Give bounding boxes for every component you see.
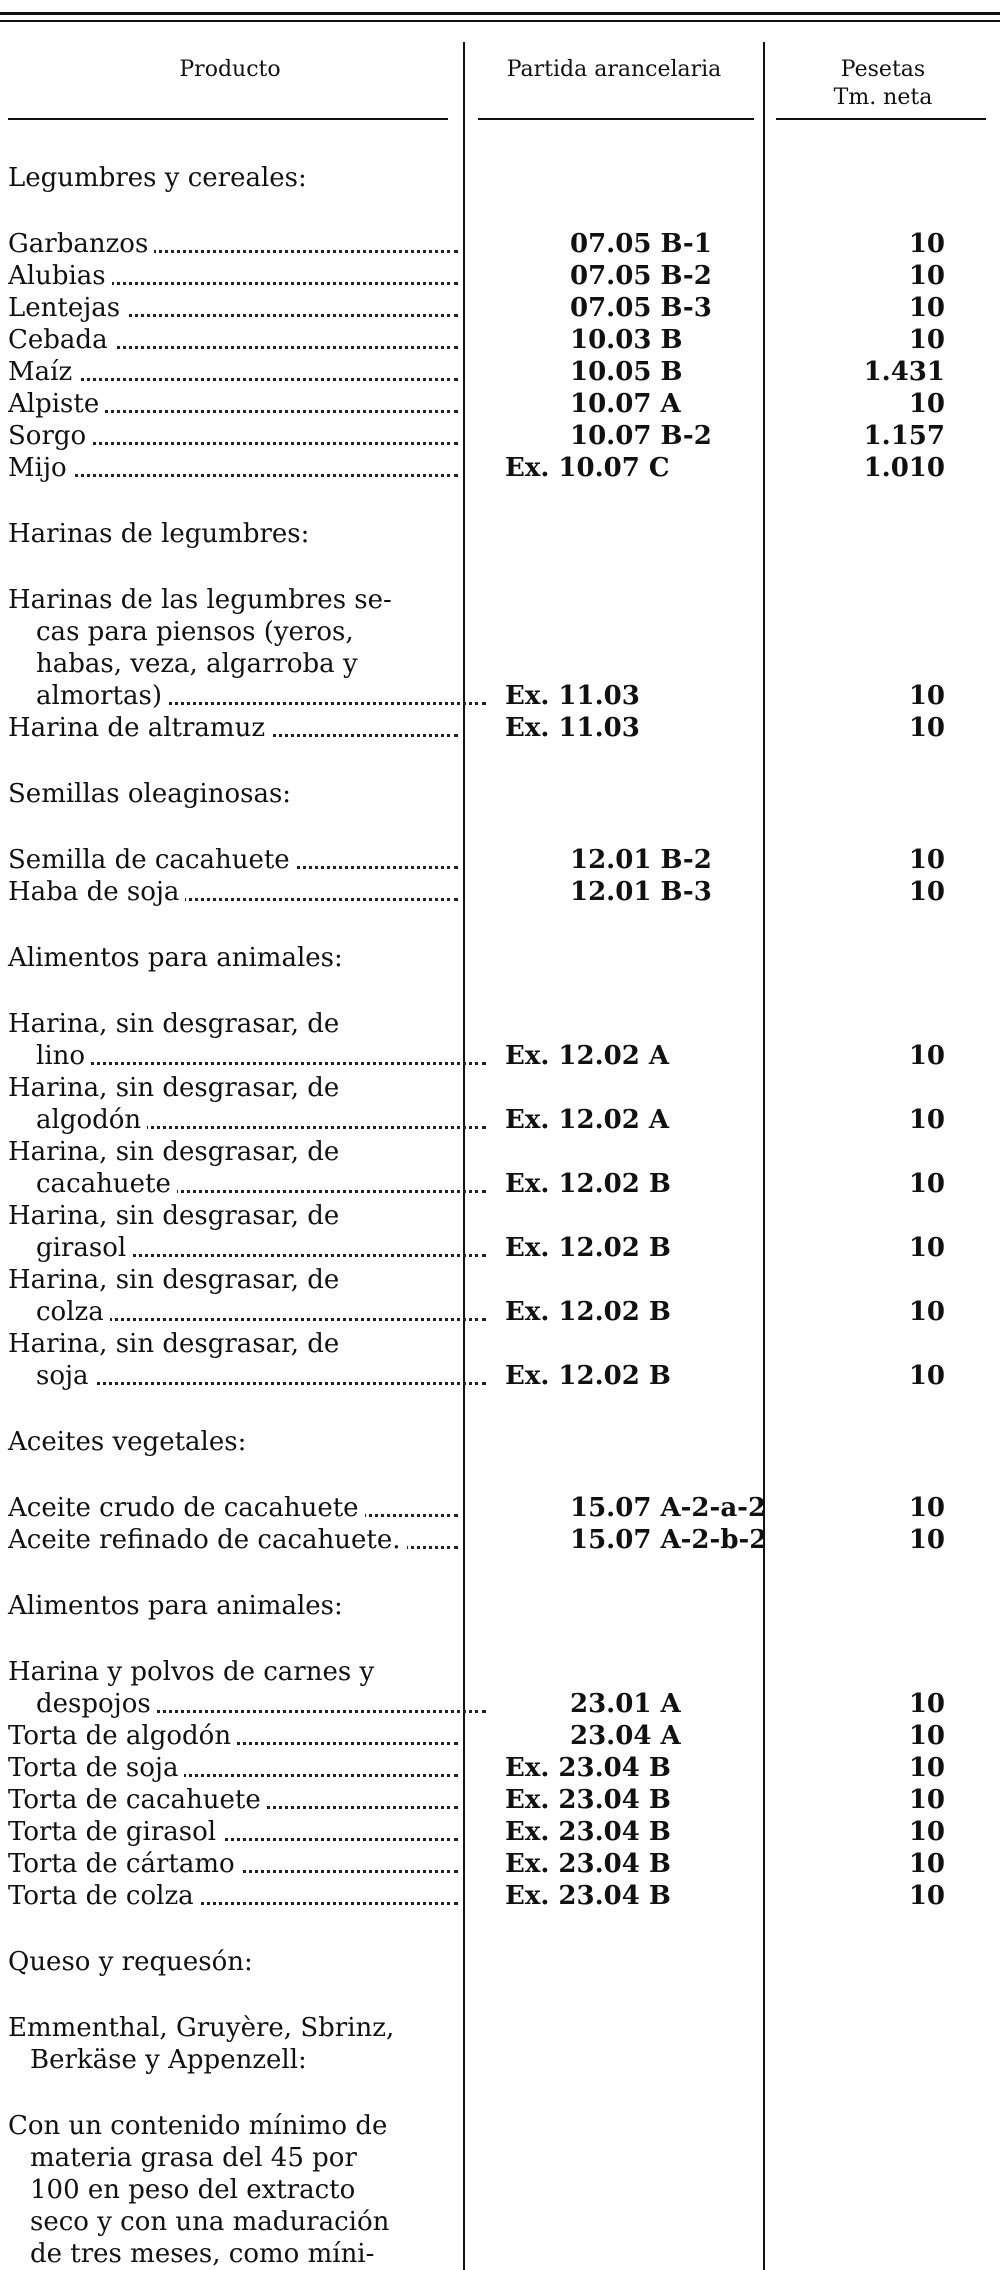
product-name: Harina de altramuz	[8, 713, 271, 743]
partida-value: Ex. 12.02 B	[505, 1169, 671, 1199]
product-line	[36, 1040, 486, 1072]
product-name: Semilla de cacahuete	[8, 845, 296, 875]
partida-value: 07.05 B-2	[570, 261, 712, 291]
pesetas-value: 10	[908, 1753, 945, 1783]
product-line: cas para piensos (yeros,	[36, 617, 354, 647]
product-name: Torta de girasol	[8, 1817, 222, 1847]
dot-leader	[36, 1062, 486, 1065]
product-line	[8, 1848, 458, 1880]
partida-value: Ex. 12.02 B	[505, 1361, 671, 1391]
product-name: colza	[36, 1297, 110, 1327]
product-name: Torta de cacahuete	[8, 1785, 267, 1815]
paragraph-line: Emmenthal, Gruyère, Sbrinz,	[8, 2013, 395, 2043]
pesetas-value: 10	[908, 261, 945, 291]
product-line	[8, 712, 458, 744]
section-title: Legumbres y cereales:	[8, 163, 307, 193]
pesetas-value: 10	[908, 1785, 945, 1815]
pesetas-value: 10	[908, 877, 945, 907]
product-line	[36, 1232, 486, 1264]
partida-value: 15.07 A-2-a-2	[570, 1493, 767, 1523]
partida-value: Ex. 11.03	[505, 681, 640, 711]
product-line	[8, 228, 458, 260]
product-line: Harina, sin desgrasar, de	[8, 1073, 340, 1103]
product-name: Alpiste	[8, 389, 105, 419]
product-name: Torta de cártamo	[8, 1849, 241, 1879]
pesetas-value: 10	[908, 845, 945, 875]
pesetas-value: 10	[908, 1849, 945, 1879]
product-line	[8, 1492, 458, 1524]
pesetas-value: 10	[908, 293, 945, 323]
partida-value: 07.05 B-1	[570, 229, 712, 259]
pesetas-value: 10	[908, 1817, 945, 1847]
partida-value: Ex. 12.02 B	[505, 1233, 671, 1263]
product-line	[36, 1104, 486, 1136]
product-line	[36, 680, 486, 712]
partida-value: Ex. 23.04 B	[505, 1753, 671, 1783]
partida-value: 10.07 B-2	[570, 421, 712, 451]
section-title: Alimentos para animales:	[8, 1591, 343, 1621]
header-tm-neta: Tm. neta	[833, 85, 933, 110]
product-line	[36, 1360, 486, 1392]
partida-value: 10.07 A	[570, 389, 681, 419]
pesetas-value: 10	[908, 1881, 945, 1911]
partida-value: Ex. 23.04 B	[505, 1881, 671, 1911]
product-name: Torta de soja	[8, 1753, 184, 1783]
partida-value: Ex. 12.02 B	[505, 1297, 671, 1327]
paragraph-line: seco y con una maduración	[30, 2207, 390, 2237]
product-name: Aceite crudo de cacahuete	[8, 1493, 365, 1523]
product-line	[8, 388, 458, 420]
product-name: Garbanzos	[8, 229, 154, 259]
product-line	[36, 1688, 486, 1720]
product-name: girasol	[36, 1233, 132, 1263]
product-line	[36, 1168, 486, 1200]
product-line	[36, 1296, 486, 1328]
product-name: Haba de soja	[8, 877, 185, 907]
partida-value: Ex. 11.03	[505, 713, 640, 743]
paragraph-line: Con un contenido mínimo de	[8, 2111, 388, 2141]
product-line	[8, 1752, 458, 1784]
pesetas-value: 10	[908, 1169, 945, 1199]
partida-value: 12.01 B-2	[570, 845, 712, 875]
product-name: lino	[36, 1041, 91, 1071]
partida-value: Ex. 23.04 B	[505, 1849, 671, 1879]
partida-value: Ex. 12.02 A	[505, 1041, 670, 1071]
product-line	[8, 292, 458, 324]
product-line: Harina, sin desgrasar, de	[8, 1201, 340, 1231]
product-name: cacahuete	[36, 1169, 177, 1199]
product-line	[8, 356, 458, 388]
product-line	[8, 420, 458, 452]
product-name: Sorgo	[8, 421, 92, 451]
product-line: Harina, sin desgrasar, de	[8, 1137, 340, 1167]
section-title: Harinas de legumbres:	[8, 519, 310, 549]
product-name: Mijo	[8, 453, 73, 483]
product-name: Aceite refinado de cacahuete.	[8, 1525, 407, 1555]
partida-value: Ex. 10.07 C	[505, 453, 670, 483]
product-line	[8, 324, 458, 356]
header-producto: Producto	[179, 57, 281, 82]
pesetas-value: 10	[908, 1721, 945, 1751]
pesetas-value: 10	[908, 1361, 945, 1391]
dot-leader	[8, 474, 458, 477]
pesetas-value: 10	[908, 1493, 945, 1523]
product-line	[8, 260, 458, 292]
paragraph-line: materia grasa del 45 por	[30, 2143, 357, 2173]
product-line	[8, 876, 458, 908]
section-title: Semillas oleaginosas:	[8, 779, 292, 809]
pesetas-value: 10	[908, 1233, 945, 1263]
product-name: soja	[36, 1361, 95, 1391]
partida-value: 07.05 B-3	[570, 293, 712, 323]
pesetas-value: 10	[908, 229, 945, 259]
product-name: Lentejas	[8, 293, 126, 323]
pesetas-value: 10	[908, 389, 945, 419]
product-name: despojos	[36, 1689, 157, 1719]
product-name: Torta de algodón	[8, 1721, 237, 1751]
product-name: Maíz	[8, 357, 78, 387]
product-line: Harinas de las legumbres se-	[8, 585, 392, 615]
partida-value: Ex. 12.02 A	[505, 1105, 670, 1135]
product-line	[8, 1816, 458, 1848]
section-title: Alimentos para animales:	[8, 943, 343, 973]
partida-value: Ex. 23.04 B	[505, 1817, 671, 1847]
product-line: Harina, sin desgrasar, de	[8, 1009, 340, 1039]
partida-value: 12.01 B-3	[570, 877, 712, 907]
pesetas-value: 10	[908, 1689, 945, 1719]
product-name: almortas)	[36, 681, 168, 711]
partida-value: 15.07 A-2-b-2	[570, 1525, 768, 1555]
header-partida-arancelaria: Partida arancelaria	[506, 57, 722, 82]
pesetas-value: 10	[908, 1297, 945, 1327]
section-title: Queso y requesón:	[8, 1947, 253, 1977]
pesetas-value: 1.431	[863, 357, 945, 387]
pesetas-value: 10	[908, 325, 945, 355]
product-line	[8, 1720, 458, 1752]
dot-leader	[36, 1382, 486, 1385]
pesetas-value: 10	[908, 1041, 945, 1071]
pesetas-value: 10	[908, 681, 945, 711]
product-line: habas, veza, algarroba y	[36, 649, 358, 679]
section-title: Aceites vegetales:	[8, 1427, 247, 1457]
product-line	[8, 1880, 458, 1912]
product-name: Cebada	[8, 325, 114, 355]
paragraph-line: de tres meses, como míni-	[30, 2239, 375, 2269]
pesetas-value: 1.157	[863, 421, 945, 451]
product-name: Alubias	[8, 261, 112, 291]
pesetas-value: 10	[908, 1105, 945, 1135]
partida-value: 23.01 A	[570, 1689, 681, 1719]
partida-value: 10.05 B	[570, 357, 683, 387]
pesetas-value: 10	[908, 713, 945, 743]
pesetas-value: 10	[908, 1525, 945, 1555]
product-line: Harina, sin desgrasar, de	[8, 1265, 340, 1295]
product-name: algodón	[36, 1105, 147, 1135]
product-line: Harina y polvos de carnes y	[8, 1657, 375, 1687]
partida-value: Ex. 23.04 B	[505, 1785, 671, 1815]
product-line	[8, 844, 458, 876]
product-line	[8, 1784, 458, 1816]
pesetas-value: 1.010	[863, 453, 945, 483]
product-line	[8, 1524, 458, 1556]
paragraph-line: Berkäse y Appenzell:	[30, 2045, 307, 2075]
product-line	[8, 452, 458, 484]
product-name: Torta de colza	[8, 1881, 200, 1911]
partida-value: 10.03 B	[570, 325, 683, 355]
partida-value: 23.04 A	[570, 1721, 681, 1751]
header-pesetas: Pesetas	[840, 57, 926, 82]
product-line: Harina, sin desgrasar, de	[8, 1329, 340, 1359]
paragraph-line: 100 en peso del extracto	[30, 2175, 356, 2205]
